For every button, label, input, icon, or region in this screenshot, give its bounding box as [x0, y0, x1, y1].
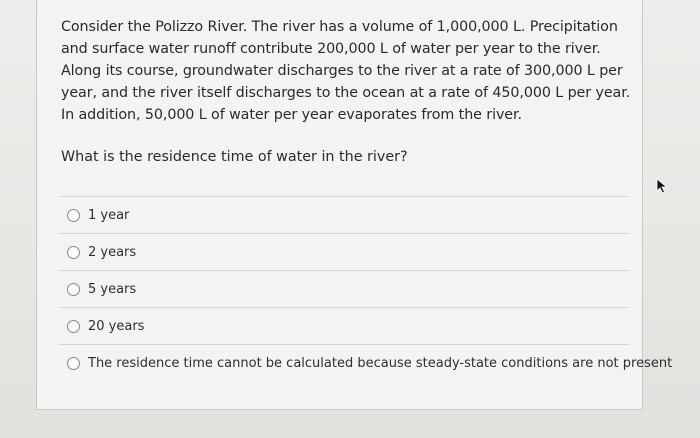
radio-button-icon[interactable]	[67, 357, 80, 370]
question-card	[36, 0, 673, 410]
answer-option-label: 2 years	[88, 244, 137, 260]
answer-option-1[interactable]	[59, 196, 629, 233]
radio-button-icon[interactable]	[67, 209, 80, 222]
answer-option-2[interactable]	[59, 233, 629, 270]
radio-button-icon[interactable]	[67, 320, 80, 333]
answer-options	[59, 196, 673, 381]
radio-button-icon[interactable]	[67, 246, 80, 259]
answer-option-label: 20 years	[88, 318, 145, 334]
question-prompt: What is the residence time of water in the river?	[61, 149, 408, 165]
answer-option-5[interactable]	[59, 344, 673, 381]
answer-option-label: The residence time cannot be calculated because steady-state conditions are not present	[88, 355, 673, 371]
answer-option-label: 1 year	[88, 207, 130, 223]
mouse-pointer-icon	[656, 178, 668, 194]
answer-option-label: 5 years	[88, 281, 137, 297]
radio-button-icon[interactable]	[67, 283, 80, 296]
question-text: Consider the Polizzo River. The river has a volume of 1,000,000 L. Precipitation and surface water runoff contribute 200,000 L of water per year to the river. Along its course, groundwater discharges to the river at a rate of 300,000 L per year, and the river itself discharges to the ocean at a rate of 450,000 L per year. In addition, 50,000 L of water per year evaporates from the river.	[61, 19, 631, 123]
answer-option-3[interactable]	[59, 270, 629, 307]
answer-option-4[interactable]	[59, 307, 629, 344]
